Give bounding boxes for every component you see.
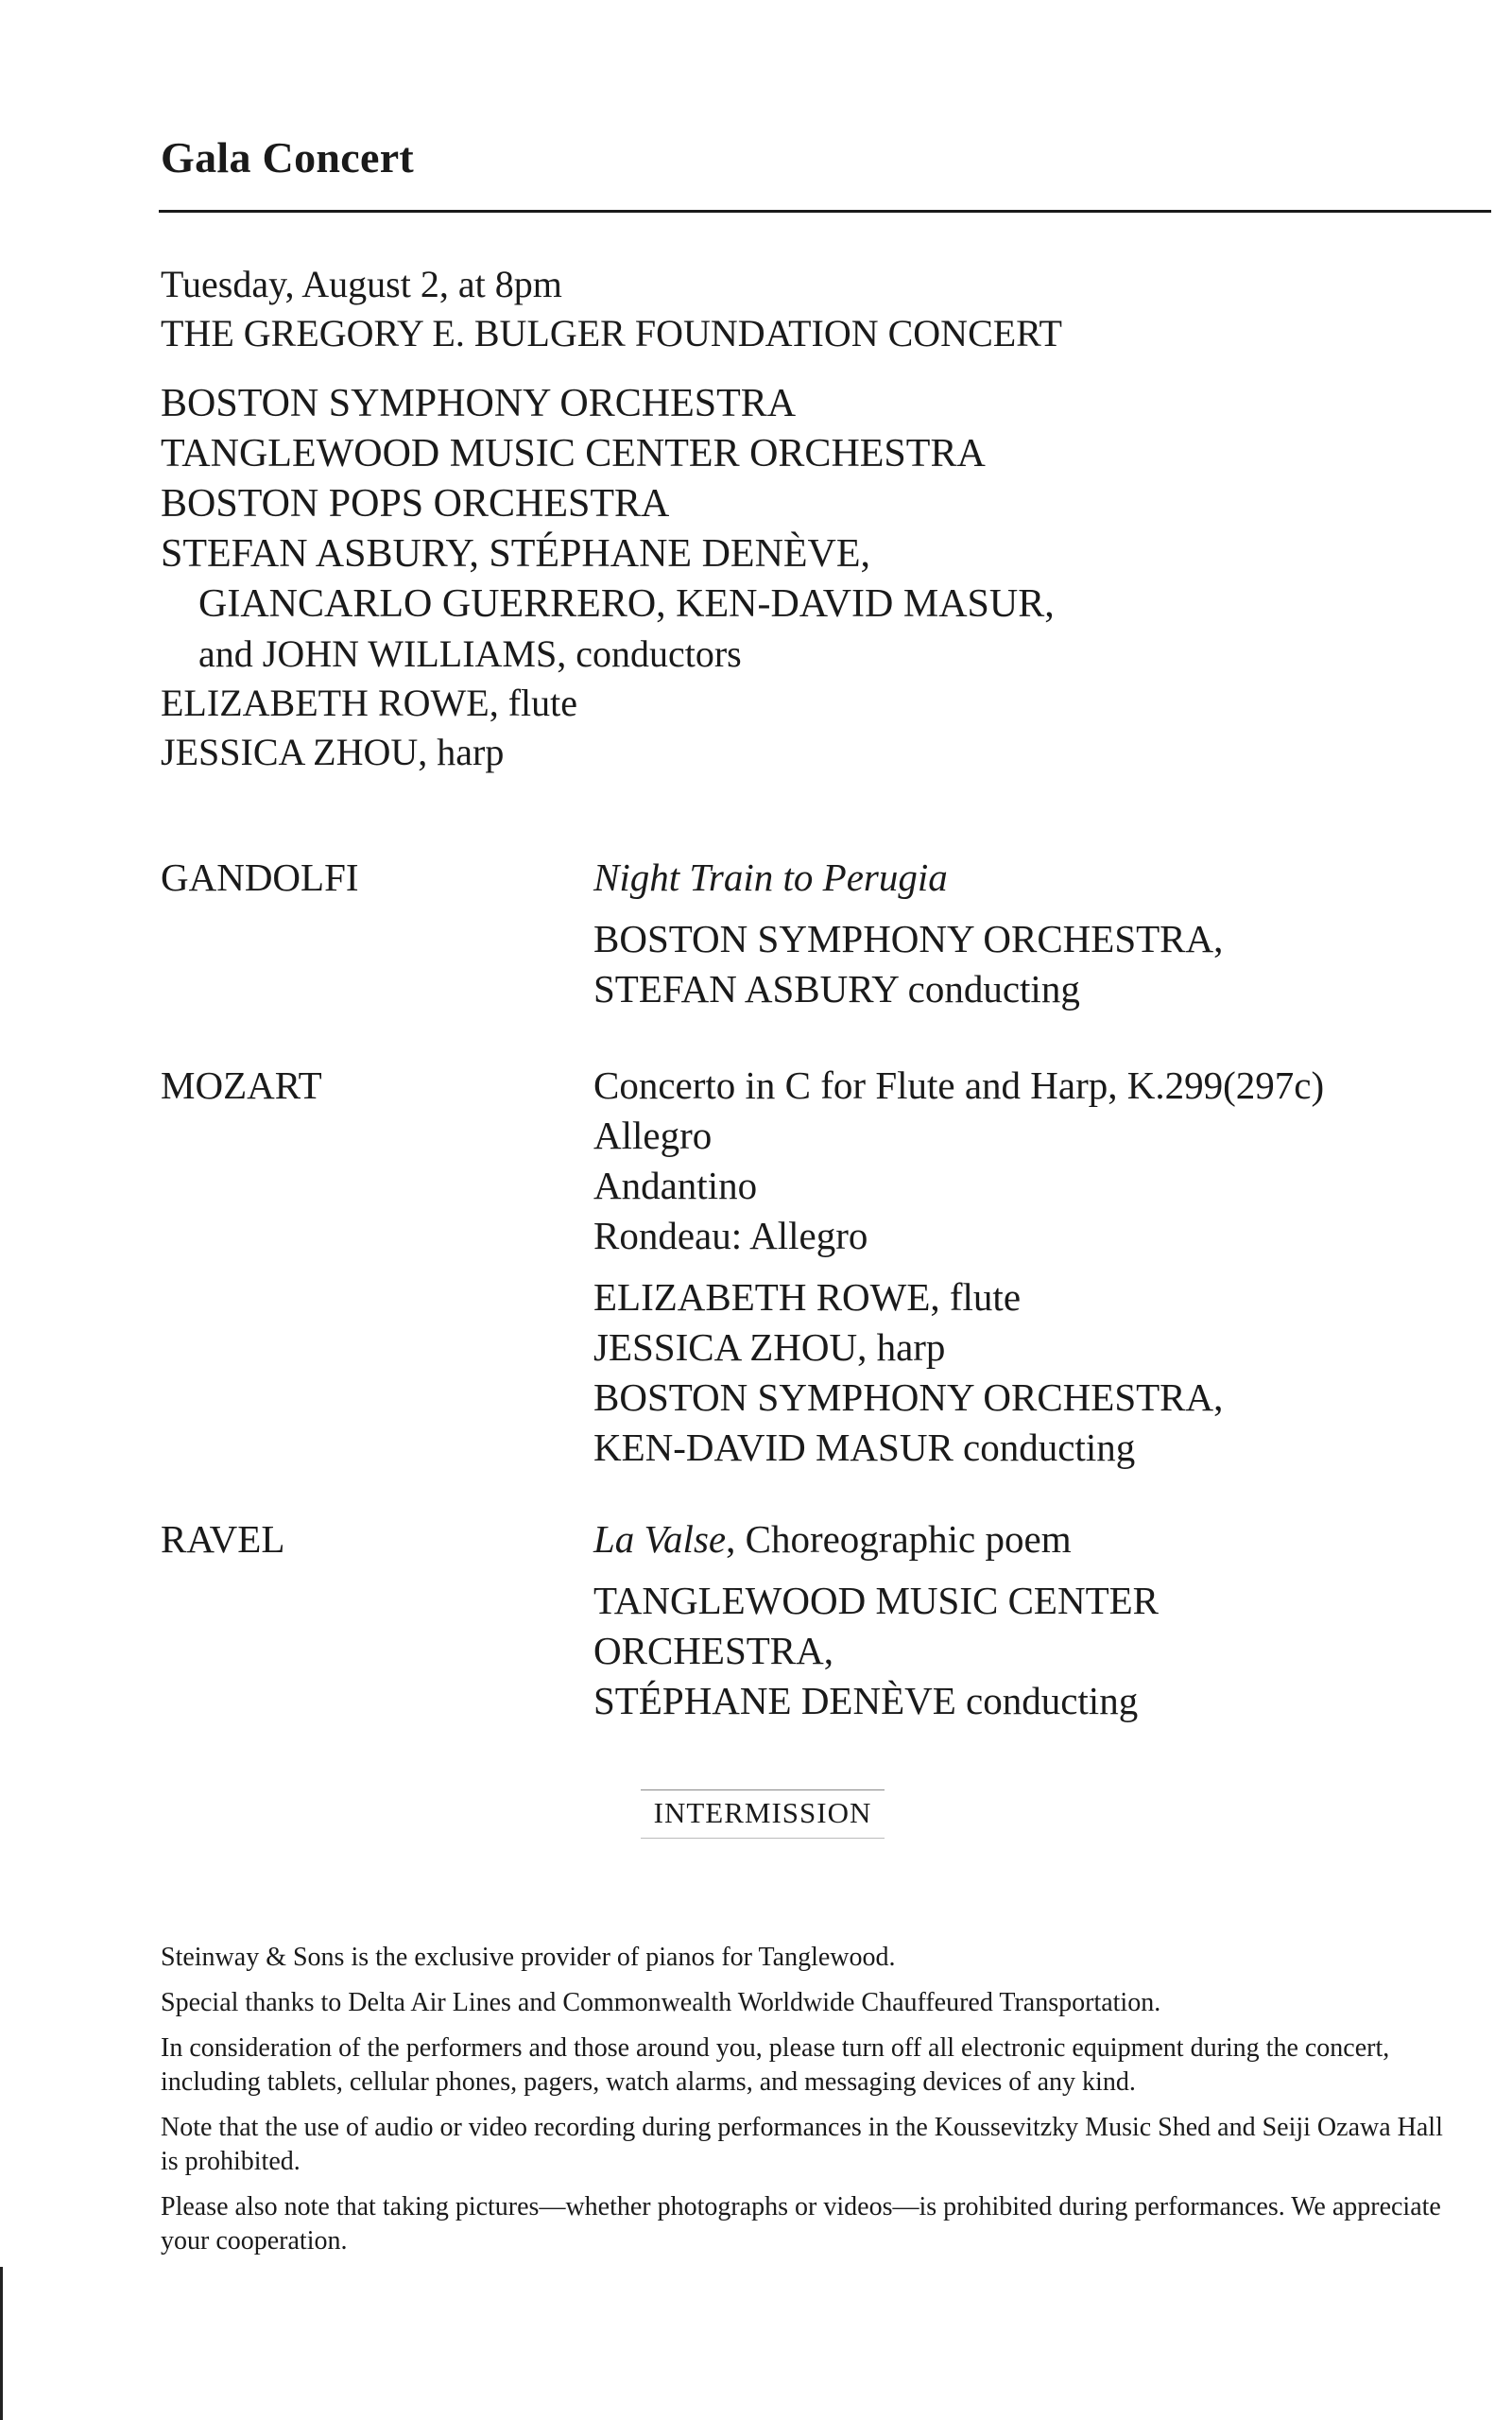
movement-line: Rondeau: Allegro [593,1214,868,1257]
note-paragraph: Please also note that taking pictures—whether photographs or videos—is prohibited during performances. We appreciate your cooperation. [161,2192,1441,2256]
title-rule [159,210,1491,213]
conductors-line: GIANCARLO GUERRERO, KEN-DAVID MASUR, [198,582,1055,626]
work-details [593,1061,1406,1473]
notes-section [161,1941,1455,2270]
composer-name: GANDOLFI [161,856,359,899]
composer-name: MOZART [161,1063,322,1107]
foundation-line: THE GREGORY E. BULGER FOUNDATION CONCERT [161,312,1062,354]
date-line: Tuesday, August 2, at 8pm [161,263,562,305]
soloist-line: ELIZABETH ROWE, flute [161,682,577,724]
note-paragraph: Steinway & Sons is the exclusive provider of pianos for Tanglewood. [161,1943,896,1972]
ensemble-line: BOSTON POPS ORCHESTRA [161,482,670,526]
movement-line: Andantino [593,1164,758,1207]
spacer [161,358,1389,379]
conductors-line: STEFAN ASBURY, STÉPHANE DENÈVE, [161,532,871,576]
note-paragraph: Special thanks to Delta Air Lines and Commonwealth Worldwide Chauffeured Transportation. [161,1988,1161,2017]
performer-line: STEFAN ASBURY conducting [593,967,1080,1011]
note-paragraph: Note that the use of audio or video recording during performances in the Koussevitzky Music Shed and Seiji Ozawa Hall is prohibited. [161,2113,1443,2176]
movement-line: Allegro [593,1114,713,1157]
intermission-label: INTERMISSION [641,1789,885,1839]
soloist-line: JESSICA ZHOU, harp [161,731,505,773]
performer-line: JESSICA ZHOU, harp [593,1325,946,1369]
performer-line: TANGLEWOOD MUSIC CENTER [593,1579,1160,1622]
ensemble-line: BOSTON SYMPHONY ORCHESTRA [161,382,797,425]
ensemble-line: TANGLEWOOD MUSIC CENTER ORCHESTRA [161,432,986,475]
concert-header [161,260,1389,777]
performer-line: KEN-DAVID MASUR conducting [593,1426,1136,1469]
work-title: Concerto in C for Flute and Harp, K.299(297c) [593,1063,1325,1107]
performer-line: ELIZABETH ROWE, flute [593,1275,1022,1319]
intermission-block [0,1789,1512,1839]
page-title: Gala Concert [161,133,415,182]
work-title: Night Train to Perugia [593,856,948,899]
composer-name: RAVEL [161,1517,285,1561]
performer-line: ORCHESTRA, [593,1629,834,1672]
performer-line: BOSTON SYMPHONY ORCHESTRA, [593,917,1224,960]
note-paragraph: In consideration of the performers and those around you, please turn off all electronic equipment during the concert, including tablets, cellular phones, pagers, watch alarms, and messaging devices of any kind. [161,2033,1390,2097]
work-title [593,1514,1406,1564]
work-title-rest: , Choreographic poem [726,1517,1072,1561]
conductors-line: and JOHN WILLIAMS, conductors [198,632,742,675]
work-details [593,853,1406,1014]
work-title-italic: La Valse [593,1517,727,1561]
margin-line [0,2267,3,2420]
performer-line: STÉPHANE DENÈVE conducting [593,1679,1139,1722]
work-details [593,1514,1406,1726]
performer-line: BOSTON SYMPHONY ORCHESTRA, [593,1375,1224,1419]
